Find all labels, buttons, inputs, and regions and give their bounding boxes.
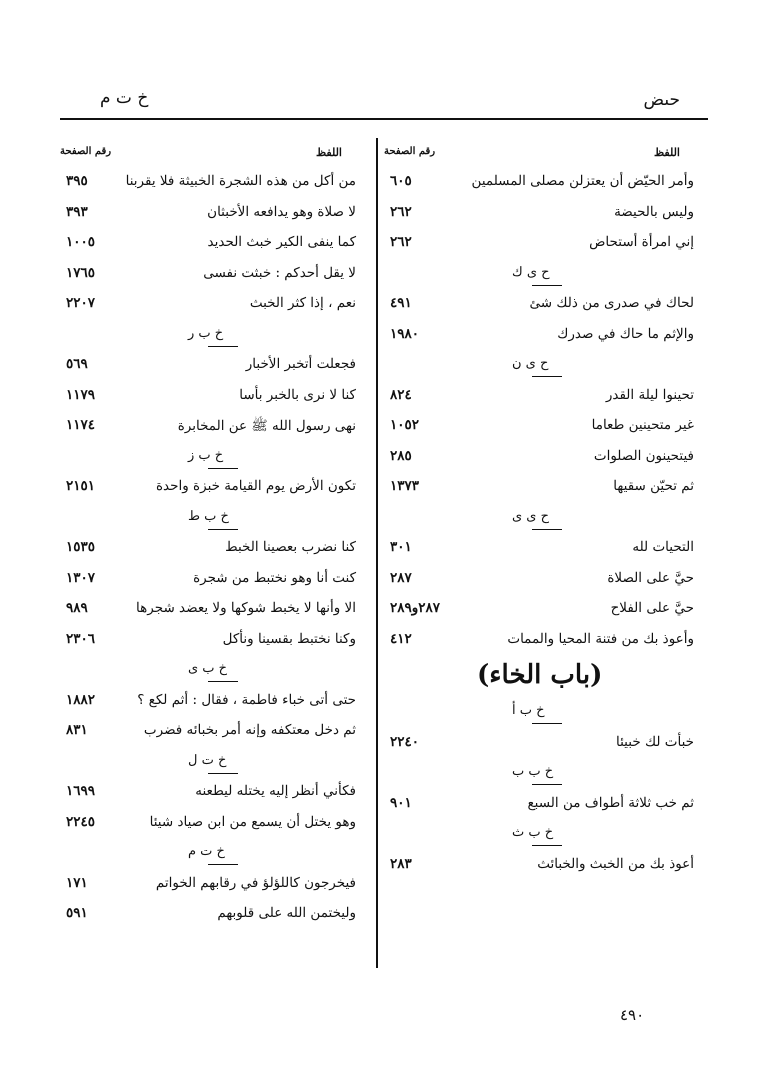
entry-phrase: فجعلت أتخبر الأخبار — [245, 356, 356, 372]
page-ref: ٩٠١ — [390, 794, 412, 811]
right-column — [382, 138, 708, 881]
index-entry — [58, 473, 370, 504]
root-letters: خ ب ط — [188, 508, 229, 524]
index-entry — [382, 229, 708, 260]
page-ref: ٢٢٤٠ — [390, 733, 420, 750]
root-letters: ح ى ن — [512, 356, 549, 371]
page-ref: ٦٠٥ — [390, 173, 412, 189]
entry-phrase: لا صلاة وهو يدافعه الأخبثان — [207, 203, 356, 220]
index-entry — [58, 809, 370, 840]
entry-phrase: إني امرأة أستحاض — [589, 234, 694, 250]
page-ref: ١٩٨٠ — [390, 325, 420, 342]
entry-phrase: غير متحينين طعاما — [591, 417, 694, 433]
index-entry — [58, 717, 370, 748]
index-entry — [58, 778, 370, 809]
index-entry — [58, 687, 370, 718]
root-heading — [382, 351, 708, 382]
page-ref: ٣٩٥ — [66, 173, 88, 189]
entry-phrase: من أكل من هذه الشجرة الخبيثة فلا يقربنا — [125, 173, 356, 189]
root-heading — [58, 839, 370, 870]
page-ref: ١٠٥٢ — [390, 417, 420, 433]
root-heading — [382, 820, 708, 851]
root-heading — [382, 759, 708, 790]
index-entry — [58, 229, 370, 260]
page-ref: ٢٨٥ — [390, 447, 412, 464]
entry-phrase: أعوذ بك من الخبث والخبائث — [537, 855, 694, 872]
root-underline — [208, 529, 238, 530]
entry-phrase: وكنا نختبط بقسينا ونأكل — [222, 630, 356, 647]
entry-phrase: فكأني أنظر إليه يختله ليطعنه — [195, 783, 356, 799]
index-entry — [58, 351, 370, 382]
root-underline — [208, 468, 238, 469]
root-heading — [382, 504, 708, 535]
left-column — [58, 138, 370, 931]
page-ref: ٢٨٣ — [390, 855, 412, 872]
index-entry — [382, 534, 708, 565]
entry-phrase: فيخرجون كاللؤلؤ في رقابهم الخواتم — [155, 874, 356, 891]
root-letters: ح ى ى — [512, 508, 550, 524]
root-heading — [382, 698, 708, 729]
root-letters: خ ب ز — [188, 447, 224, 463]
index-entry — [58, 626, 370, 657]
index-entry — [382, 412, 708, 443]
entry-phrase: حتى أتى خباء فاطمة ، فقال : أثم لكع ؟ — [137, 691, 356, 708]
page-ref: ٨٣١ — [66, 722, 88, 738]
root-underline — [208, 681, 238, 682]
page-ref: ٢٨٧و٢٨٩ — [390, 600, 441, 616]
page-ref: ٥٩١ — [66, 905, 88, 921]
left-column-header — [58, 138, 370, 168]
entry-phrase: كنا لا نرى بالخبر بأسا — [239, 386, 356, 403]
page-ref: ١٣٠٧ — [66, 569, 96, 586]
page-ref: ٢١٥١ — [66, 478, 96, 494]
entry-phrase: الا وأنها لا يخبط شوكها ولا يعضد شجرها — [136, 600, 356, 616]
index-entry — [58, 290, 370, 321]
word-heading: اللفظ — [315, 146, 342, 159]
right-column-header — [382, 138, 708, 168]
index-entry — [58, 900, 370, 931]
index-entry — [382, 729, 708, 760]
root-heading — [382, 260, 708, 291]
page-ref: ٢٢٤٥ — [66, 813, 96, 830]
page-heading: رقم الصفحة — [384, 146, 436, 157]
page-heading: رقم الصفحة — [60, 146, 112, 157]
root-underline — [532, 845, 562, 846]
root-underline — [208, 864, 238, 865]
page-ref: ١٠٠٥ — [66, 234, 96, 250]
index-entry — [58, 168, 370, 199]
entry-phrase: نعم ، إذا كثر الخبث — [249, 295, 356, 311]
index-entry — [58, 870, 370, 901]
entry-phrase: ثم خب ثلاثة أطواف من السبع — [527, 794, 694, 811]
page-ref: ١٨٨٢ — [66, 691, 96, 708]
word-heading: اللفظ — [653, 146, 680, 159]
page-ref: ٨٢٤ — [390, 386, 412, 403]
entry-phrase: وأعوذ بك من فتنة المحيا والممات — [507, 630, 694, 647]
entry-phrase: ثم دخل معتكفه وإنه أمر بخبائه فضرب — [143, 722, 356, 738]
entry-phrase: والإثم ما حاك في صدرك — [557, 325, 694, 342]
root-underline — [532, 285, 562, 286]
index-entry — [58, 412, 370, 443]
chapter-heading — [382, 656, 708, 698]
root-heading — [58, 443, 370, 474]
root-underline — [532, 529, 562, 530]
index-entry — [382, 290, 708, 321]
page-ref: ٢٣٠٦ — [66, 630, 96, 647]
index-entry — [382, 851, 708, 882]
entry-phrase: وهو يختل أن يسمع من ابن صياد شيئا — [149, 813, 356, 830]
entry-phrase: حيَّ على الفلاح — [610, 600, 694, 616]
root-heading — [58, 748, 370, 779]
index-entry — [382, 595, 708, 626]
page-ref: ٥٦٩ — [66, 356, 88, 372]
index-entry — [382, 382, 708, 413]
index-entry — [58, 534, 370, 565]
page-ref: ٣٠١ — [390, 539, 412, 555]
page-ref: ١١٧٤ — [66, 417, 96, 433]
entry-phrase: كنت أنا وهو نختبط من شجرة — [193, 569, 356, 586]
page-ref: ٢٢٠٧ — [66, 295, 96, 311]
root-letters: خ ب ب — [512, 764, 554, 779]
root-underline — [208, 346, 238, 347]
entry-phrase: خبأت لك خبيئا — [616, 733, 694, 750]
index-entry — [58, 382, 370, 413]
page-ref: ١٣٧٣ — [390, 478, 420, 494]
chapter-title: (باب الخاء) — [477, 660, 603, 690]
entry-phrase: لا يقل أحدكم : خبثت نفسى — [203, 264, 356, 281]
left-column-rows — [58, 168, 370, 931]
page-ref: ٤٩١ — [390, 295, 412, 311]
root-heading — [58, 504, 370, 535]
root-letters: خ ت م — [188, 844, 225, 859]
page-ref: ١٥٣٥ — [66, 539, 96, 555]
header-left-title: خ ت م — [100, 88, 149, 108]
page-ref: ٢٦٢ — [390, 234, 412, 250]
root-underline — [532, 723, 562, 724]
page-ref: ١٧٦٥ — [66, 264, 96, 281]
page-ref: ٣٩٣ — [66, 203, 88, 220]
header-right-title: حىض — [643, 90, 680, 110]
index-entry — [58, 199, 370, 230]
index-entry — [382, 790, 708, 821]
root-letters: خ ب ر — [188, 325, 224, 341]
index-entry — [382, 321, 708, 352]
root-letters: خ ب أ — [512, 703, 545, 718]
entry-phrase: نهى رسول الله ﷺ عن المخابرة — [177, 418, 356, 434]
header-rule — [60, 118, 708, 120]
root-heading — [58, 656, 370, 687]
column-divider — [376, 138, 378, 968]
page-ref: ١١٧٩ — [66, 386, 96, 403]
index-entry — [58, 565, 370, 596]
entry-phrase: فيتحينون الصلوات — [593, 447, 694, 464]
page-ref: ٢٨٧ — [390, 569, 412, 586]
entry-phrase: كنا نضرب بعصينا الخبط — [225, 539, 356, 555]
root-underline — [208, 773, 238, 774]
page-ref: ٢٦٢ — [390, 203, 412, 220]
index-entry — [382, 199, 708, 230]
index-entry — [382, 168, 708, 199]
entry-phrase: كما ينفى الكير خبث الحديد — [207, 234, 356, 250]
page-ref: ١٧١ — [66, 874, 88, 891]
root-heading — [58, 321, 370, 352]
right-column-rows — [382, 168, 708, 881]
page-ref: ١٦٩٩ — [66, 783, 96, 799]
entry-phrase: وأمر الحيّض أن يعتزلن مصلى المسلمين — [471, 173, 694, 189]
index-entry — [382, 473, 708, 504]
entry-phrase: وليس بالحيضة — [614, 203, 694, 220]
index-entry — [382, 443, 708, 474]
index-entry — [58, 595, 370, 626]
entry-phrase: ثم تحيّن سقيها — [613, 478, 694, 494]
entry-phrase: وليختمن الله على قلوبهم — [217, 905, 356, 921]
index-entry — [58, 260, 370, 291]
index-entry — [382, 626, 708, 657]
root-letters: خ ب ث — [512, 825, 554, 840]
entry-phrase: لحاك في صدرى من ذلك شئ — [529, 295, 694, 311]
page-number: ٤٩٠ — [620, 1006, 645, 1024]
entry-phrase: تكون الأرض يوم القيامة خبزة واحدة — [155, 478, 356, 494]
root-underline — [532, 784, 562, 785]
page-ref: ٩٨٩ — [66, 600, 88, 616]
entry-phrase: حيَّ على الصلاة — [607, 569, 694, 586]
page-ref: ٤١٢ — [390, 630, 412, 647]
root-letters: خ ب ى — [188, 661, 228, 676]
root-letters: خ ت ل — [188, 752, 227, 768]
root-letters: ح ى ك — [512, 264, 550, 280]
entry-phrase: التحيات لله — [632, 539, 694, 555]
index-entry — [382, 565, 708, 596]
entry-phrase: تحينوا ليلة القدر — [605, 386, 694, 403]
root-underline — [532, 376, 562, 377]
